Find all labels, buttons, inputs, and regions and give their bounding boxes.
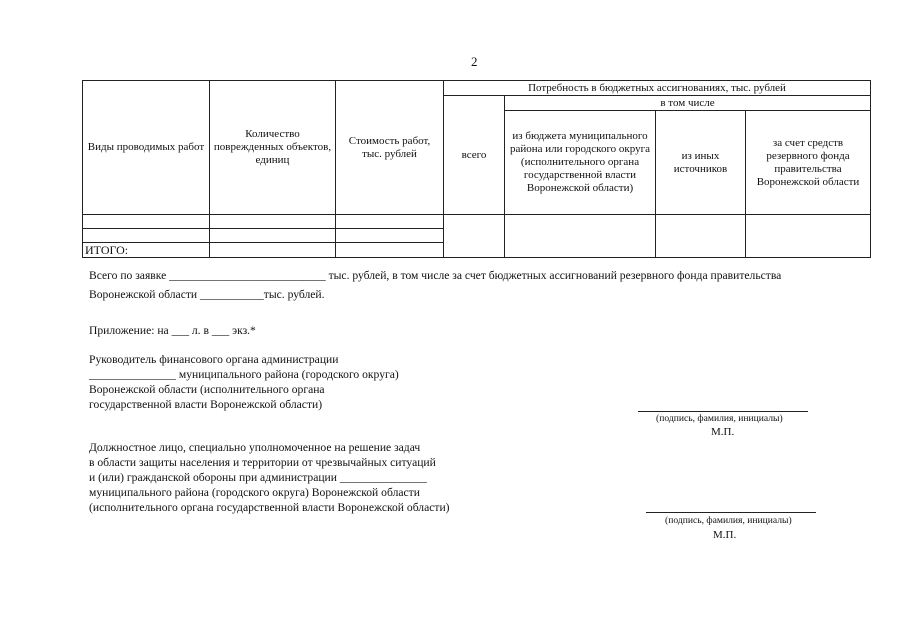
table-row bbox=[83, 215, 871, 229]
summary-suffix: тыс. рублей, в том числе за счет бюджетных ассигнований резервного фонда правительства bbox=[325, 269, 782, 282]
official-line-3: и (или) гражданской обороны при администрации _______________ bbox=[89, 471, 427, 484]
cell-other-value bbox=[656, 215, 746, 258]
col-including-header: в том числе bbox=[505, 96, 871, 111]
col-budget-need-header: Потребность в бюджетных ассигнованиях, тыс. рублей bbox=[444, 81, 871, 96]
signature-caption-1: (подпись, фамилия, инициалы) bbox=[656, 413, 783, 424]
cell-reserve-value bbox=[746, 215, 871, 258]
col-damaged-objects-count: Количество поврежденных объектов, единиц bbox=[210, 81, 336, 215]
summary2-prefix: Воронежской области bbox=[89, 288, 201, 301]
head-line-1: Руководитель финансового органа администрации bbox=[89, 353, 339, 366]
summary-line-2 bbox=[89, 287, 325, 302]
official-line-4: муниципального района (городского округа) Воронежской области bbox=[89, 486, 420, 499]
cell-municipal-value bbox=[505, 215, 656, 258]
signature-caption-2: (подпись, фамилия, инициалы) bbox=[665, 515, 792, 526]
official-line-2: в области защиты населения и территории от чрезвычайных ситуаций bbox=[89, 456, 436, 469]
col-reserve-fund: за счет средств резервного фонда правительства Воронежской области bbox=[746, 111, 871, 215]
stamp-label-2: М.П. bbox=[713, 529, 737, 541]
official-line-5: (исполнительного органа государственной власти Воронежской области) bbox=[89, 501, 450, 514]
head-line-4: государственной власти Воронежской области) bbox=[89, 398, 323, 411]
total-label: ИТОГО: bbox=[83, 243, 210, 258]
col-other-sources: из иных источников bbox=[656, 111, 746, 215]
attachment-line: Приложение: на ___ л. в ___ экз.* bbox=[89, 324, 256, 337]
signature-line-2 bbox=[646, 512, 816, 513]
budget-request-table bbox=[82, 80, 871, 258]
summary-blank-reserve: ___________ bbox=[200, 288, 264, 301]
col-work-cost: Стоимость работ, тыс. рублей bbox=[336, 81, 444, 215]
page-number: 2 bbox=[471, 54, 478, 69]
official-line-1: Должностное лицо, специально уполномоченное на решение задач bbox=[89, 441, 421, 454]
summary-line-1 bbox=[89, 268, 781, 283]
signature-line-1 bbox=[638, 411, 808, 412]
head-line-2: _______________ муниципального района (городского округа) bbox=[89, 368, 399, 381]
head-line-3: Воронежской области (исполнительного органа bbox=[89, 383, 325, 396]
col-municipal-budget: из бюджета муниципального района или городского округа (исполнительного органа государственной власти Воронежской области) bbox=[505, 111, 656, 215]
col-types-of-work: Виды проводимых работ bbox=[83, 81, 210, 215]
col-total: всего bbox=[444, 96, 505, 215]
stamp-label-1: М.П. bbox=[711, 426, 735, 438]
summary2-suffix: тыс. рублей. bbox=[263, 288, 325, 301]
summary-blank-total: ___________________________ bbox=[169, 269, 326, 282]
summary-prefix: Всего по заявке bbox=[89, 269, 170, 282]
cell-total-value bbox=[444, 215, 505, 258]
